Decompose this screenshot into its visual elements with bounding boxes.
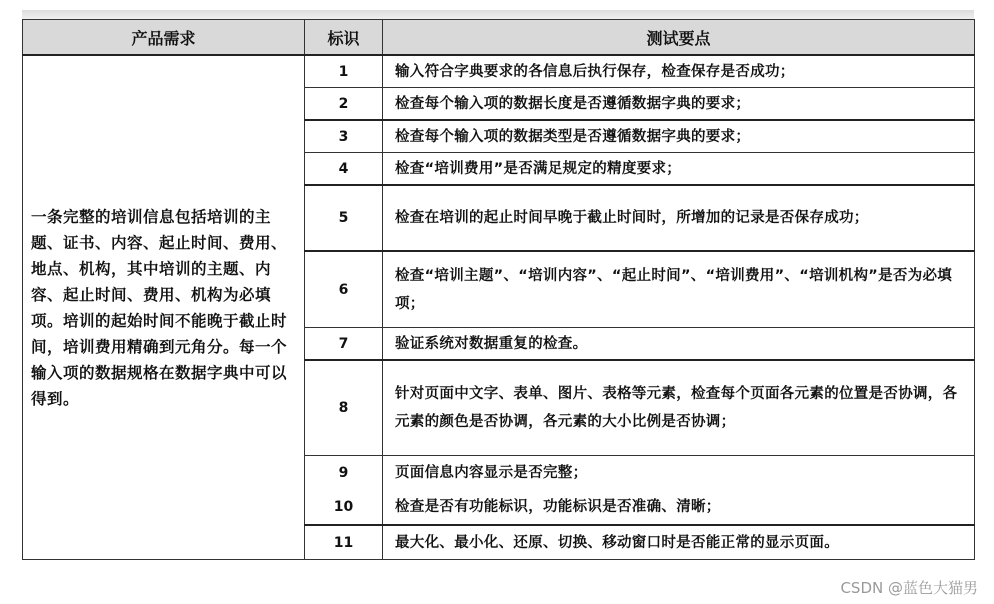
test-point: 最大化、最小化、还原、切换、移动窗口时是否能正常的显示页面。: [383, 525, 975, 560]
row-id: 7: [305, 328, 383, 361]
row-id: 9: [338, 465, 349, 481]
product-requirement-cell: 一条完整的培训信息包括培训的主题、证书、内容、起止时间、费用、地点、机构，其中培训的主题、内容、起止时间、费用、机构为必填项。培训的起始时间不能晚于截止时间，培训费用精确到元角分。每一个输入项的数据规格在数据字典中可以得到。: [23, 55, 305, 560]
test-point: 针对页面中文字、表单、图片、表格等元素，检查每个页面各元素的位置是否协调，各元素的颜色是否协调，各元素的大小比例是否协调；: [383, 360, 975, 456]
row-id: 1: [305, 55, 383, 88]
header-points: 测试要点: [383, 20, 975, 56]
test-point: 验证系统对数据重复的检查。: [383, 328, 975, 361]
row-id: 11: [305, 525, 383, 560]
test-point: 输入符合字典要求的各信息后执行保存，检查保存是否成功；: [383, 55, 975, 88]
row-id: 5: [305, 185, 383, 251]
table-row: [23, 55, 975, 88]
test-point: 检查在培训的起止时间早晚于截止时间时，所增加的记录是否保存成功；: [383, 185, 975, 251]
row-id: 6: [305, 251, 383, 328]
row-id: 8: [305, 360, 383, 456]
table-header-row: [23, 20, 975, 56]
header-id: 标识: [305, 20, 383, 56]
test-point: 页面信息内容显示是否完整；: [395, 465, 588, 481]
test-point: 检查“培训主题”、“培训内容”、“起止时间”、“培训费用”、“培训机构”是否为必填项；: [383, 251, 975, 328]
row-id: 4: [305, 153, 383, 186]
test-point: 检查每个输入项的数据类型是否遵循数据字典的要求；: [383, 120, 975, 153]
row-id: 3: [305, 120, 383, 153]
test-point-group: [383, 456, 975, 526]
row-id: 2: [305, 88, 383, 121]
test-point: 检查“培训费用”是否满足规定的精度要求；: [383, 153, 975, 186]
test-point: 检查每个输入项的数据长度是否遵循数据字典的要求；: [383, 88, 975, 121]
row-id: 10: [333, 499, 354, 515]
header-product: 产品需求: [23, 20, 305, 56]
requirements-table: [22, 19, 975, 560]
row-id-group: [305, 456, 383, 526]
test-point: 检查是否有功能标识，功能标识是否准确、清晰；: [395, 499, 721, 515]
watermark: CSDN @蓝色大猫男: [840, 579, 978, 597]
